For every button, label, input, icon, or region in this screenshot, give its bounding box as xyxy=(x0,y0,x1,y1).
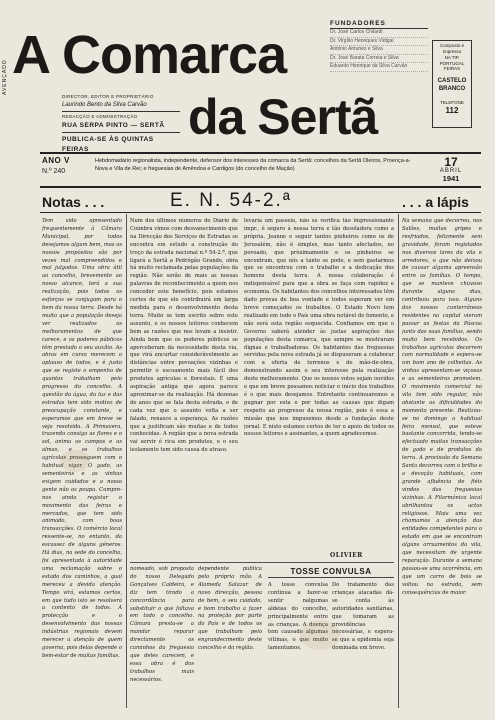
article-main-col1 xyxy=(130,218,238,560)
tosse-text2: Do tratamento das crianças atacadas dá-se conta às autoridades sanitárias, que tomaram as providências necessárias, e espera-se que a epidemia seja dominada em breve. xyxy=(332,582,394,652)
bottom-article-col1 xyxy=(130,566,194,710)
article-main-text2: levaria um passeio, não se verifica tão impressionante impr.. é seguro à nossa terra e tão desoladora como a própria. Jeanne e seguir tantos pinheiros como os de Jerusalém, não é simples, mas tanto afectados, no povoado, que pròximamente e os pinheiros se encontram, que nós a tanto se pode, e sem gastarmos que se encontrou com o trabalho e a dedicação dos homens desta terra. A nossa colaboração é indispensável para que a obra se faça com rapidez e economia. Os habitantes dos concelhos interessados têm dado provas de boa vontade e todos esperam ver em breve começados os trabalhos. O Estado Novo tem realizado em todo o País uma obra notável de fomento, e não será esta região esquecida. Confiamos em que o Governo saberá atender às justas aspirações das populações desta comarca, que sempre se mostraram dignas e trabalhadoras. Os habitantes das freguesias servidas pela nova estrada já se dispuseram a colaborar com a oferta de terrenos e de mão-de-obra, demonstrando assim o seu interesse pela realização deste melhoramento. Que os nossos votos sejam ouvidos e que em breve possamos noticiar o início dos trabalhos é o que mais desejamos. Entretanto continuaremos a pugnar por esta e por todas as causas que digam respeito ao progresso da nossa região, pois é essa a missão que nos impusemos desde a fundação deste jornal. E nisto estamos certos de ter o apoio de todos os nossos leitores e assinantes, a quem agradecemos. xyxy=(244,218,394,438)
paper-stain xyxy=(300,620,340,650)
section-notas-heading: Notas . . . xyxy=(42,194,105,210)
article-lapis xyxy=(402,218,482,710)
publication-schedule: PUBLICA-SE ÀS QUINTAS FEIRAS xyxy=(62,136,154,153)
bottom-text1: nomeado, sob proposta do nosso Delegado Gonçalves Caldeira, e diz tem tirado a concordância para substituir o que faltava em todo o concelho. Câmara presta-se a mandar reparar directamente os caminhos da freguesia que deles carecem, e essa obra é dos trabalhos mais necessários. xyxy=(130,566,194,683)
badge-phone: TELEFONE xyxy=(440,99,464,105)
founder-item: Dr. José Barata Correia e Silva xyxy=(330,55,428,64)
issue-description: Hebdomadário regionalista, independente, defensor dos interesses da comarca da Sertã: concelhos da Sertã Oleiros, Proença-a-Nova e Vila de Rei; e freguesias de Amêndoa e Cardigos (do concelho de Mação) xyxy=(95,158,411,173)
issue-month: ABRIL xyxy=(439,168,463,174)
issue-day: 17 xyxy=(444,155,458,169)
article-main-col2 xyxy=(244,218,394,560)
badge-line2: NA TIP. PORTUGAL FEIRAS xyxy=(439,54,465,72)
bottom-text2: dependente pública pela própria mão. A Alameda Salazar de novo direcção, pessoa de bem, o seu cuidado, e bom trabalho a fazer na proteção por parte do País e de todos os que trabalham pelo engrandecimento deste concelho e da região. xyxy=(198,566,262,652)
badge-line1: Composto e Impresso xyxy=(439,43,465,54)
masthead-title-line1: A Comarca xyxy=(12,25,287,85)
column-divider xyxy=(398,214,399,708)
issue-year: 1941 xyxy=(442,174,460,183)
admin-label: REDACÇÃO E ADMINISTRAÇÃO xyxy=(62,114,138,120)
avencado-label: AVENÇADO xyxy=(2,59,8,95)
tosse-article-col2 xyxy=(332,582,394,710)
masthead-rule xyxy=(40,152,481,154)
founder-item: Dr. Virgílio Henriques Vidigal xyxy=(330,38,428,47)
founder-item: Dr. José Carlos Chilardi xyxy=(330,29,428,38)
paper-stain xyxy=(60,450,90,472)
printer-badge xyxy=(432,40,472,128)
editorial-info xyxy=(62,94,180,154)
section-rule xyxy=(40,212,481,213)
issue-info xyxy=(42,156,87,175)
founders-heading: FUNDADORES xyxy=(330,20,428,29)
tosse-text1: A tosse convulsa continua a fazer-se sentir nalgumas aldeias do concelho, principalmente entre as crianças. A doença tem causado algumas vítimas, o que muito lamentamos. xyxy=(268,582,328,652)
founder-item: Eduardo Henrique da Silva Carvão xyxy=(330,63,428,72)
bottom-rule xyxy=(130,562,394,563)
address: RUA SERPA PINTO — SERTÃ xyxy=(62,121,165,129)
badge-phone-number: 112 xyxy=(445,105,459,115)
director-name: Laurindo Bento da Silva Carvão xyxy=(62,101,147,108)
article-signature: OLIVIER xyxy=(330,552,363,559)
issue-year-label: ANO V xyxy=(42,156,70,165)
center-headline: E. N. 54-2.ª xyxy=(170,190,292,211)
divider xyxy=(62,132,180,133)
article-lapis-text: Na semana que decorreu, nos Salões, muitas gripes e resfriados, felizmente sem gravidade, foram registados nos diversos lares da vila e arredores, o que não deixou de causar alguma apreensão entre as famílias. O tempo, que se manteve chuvoso durante alguns dias, contribuiu para isso. Alguns dos nossos conterrâneos residentes na capital vieram passar as festas da Páscoa junto das suas famílias, sendo muito bem recebidos. Os trabalhos agrícolas decorrem com normalidade e espera-se um bom ano de colheitas. As vinhas apresentam-se viçosas e as sementeiras prometem. O movimento comercial na vila tem sido regular, não obstante as dificuldades do momento presente. Realizou-se no domingo a habitual feira mensal, que esteve bastante concorrida, tendo-se efectuado muitas transacções de gado e de produtos da terra. A procissão da Semana Santa decorreu com o brilho e a devoção habituais, com grande afluência de fiéis vindos das freguesias vizinhas. A Filarmónica local abrilhantou os actos religiosos. Mais uma vez chamamos a atenção das entidades competentes para o estado em que se encontram alguns arruamentos da vila, que necessitam de urgente reparação. Durante a semana passou-se uma ocorrência, em que um carro de bois se voltou na estrada, sem consequências de maior. xyxy=(402,218,482,596)
issue-number: N.º 240 xyxy=(42,168,66,175)
badge-city: CASTELO BRANCO xyxy=(437,78,467,93)
founder-item: António Antunes e Silva xyxy=(330,46,428,55)
section-lapis-heading: . . . a lápis xyxy=(402,194,469,210)
issue-date xyxy=(425,156,477,183)
masthead-title-line2: da Sertã xyxy=(188,89,378,145)
column-divider xyxy=(126,214,127,708)
director-label: DIRECTOR, EDITOR E PROPRIETÁRIO xyxy=(62,94,154,99)
founders-box xyxy=(330,20,428,72)
bottom-article-col2 xyxy=(198,566,262,710)
issue-rule xyxy=(40,186,481,188)
divider xyxy=(62,111,180,112)
article-main-text1: Num dos últimos números do Diário de Coimbra vimos com desvanecimento que na Direcção dos Serviços de Estradas se encontra em estudo a construção do troço da estrada nacional n.º 54-2.ª, que ligará a Sertã a Pedrógão Grande, obra há muito reclamada pelas populações da região. Não serão de mais as nossas palavras de reconhecimento a quem nos conceder este benefício, pois estamos certos de que ele contribuirá em larga medida para o desenvolvimento desta terra. Muito se tem escrito sobre este assunto, e os nossos leitores conhecem bem as razões que nos levam a insistir. Ainda bem que os poderes públicos se aperceberam da necessidade desta via, que virá encurtar consideràvelmente as distâncias entre povoações vizinhas e permitir o escoamento mais fácil dos produtos agrícolas e florestais. É uma aspiração antiga que agora parece aproximar-se da realização. Há dezenas de anos que se fala desta estrada, e de cada vez que o assunto volta a ser falado, renasce a esperança. As razões que a justificam são muitas e de todos conhecidas. A região que a nova estrada vai servir é rica em produtos, e o seu isolamento tem sido causa de atraso. xyxy=(130,218,238,454)
tosse-convulsa-heading: TOSSE CONVULSA xyxy=(268,567,394,578)
article-notas-text: Tem sido apresentado frequentemente à Câmara Municipal, por todos desejamos algum bem, mas os nossos propósitos são por vezes mal compreendidos e mal julgados. Uma obra útil ao concelho, brevemente ao nosso alcance, terá a sua realização, pois todos os esforços se conjugam para o bem da nossa terra. Desde há muito que a população deseja ver realizados os melhoramentos de que carece, e os poderes públicos têm prestado o seu auxílio. As obras em curso merecem o aplauso de todos, e é justo que se registe o empenho de quantos trabalham pelo progresso do concelho. A questão da água, da luz e das estradas tem sido motivo de preocupação constante, e esperamos que em breve se veja resolvida. A Primavera, trazendo consigo as flores e o sol, anima os campos e as almas, e os trabalhos agrícolas prosseguem com o habitual vigor. O gado, as sementeiras e as vinhas exigem cuidados e a nossa gente não os poupa. Cumpre-nos ainda registar o movimento das feiras e mercados, que tem sido animado, com boas transacções. O comércio local ressente-se, no entanto, da escassez de alguns géneros. Há dias, na sede do concelho, foi apresentada à autoridade uma reclamação sobre o estado dos caminhos, a qual mereceu a devida atenção. Tempo virá, estamos certos, em que tudo isto se resolverá a contento de todos. A protecção e o desenvolvimento das nossas indústrias regionais devem merecer a atenção de quem governa, pois delas depende o bem-estar de muitas famílias. xyxy=(42,218,122,659)
